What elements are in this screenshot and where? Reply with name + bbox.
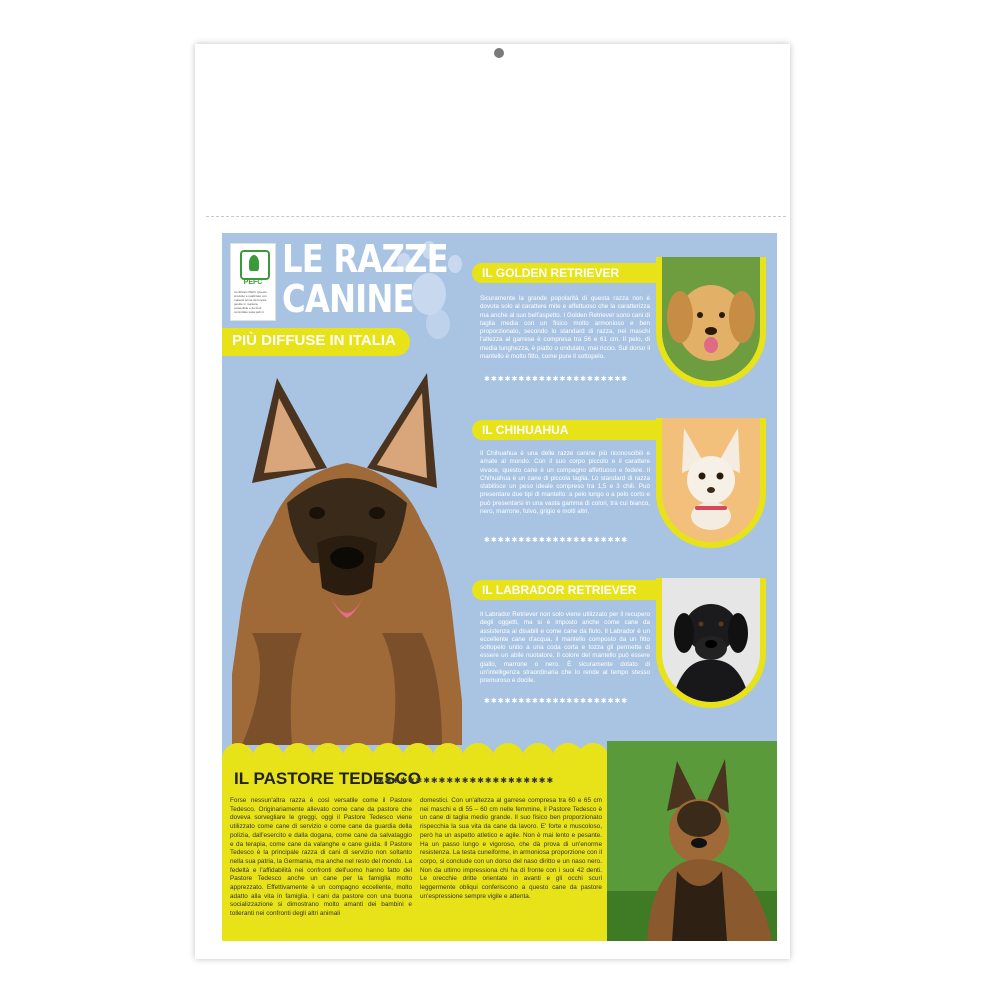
pefc-label <box>230 243 276 321</box>
pastore-text-col2: domestici. Con un'altezza al garrese compresa tra 60 e 65 cm nei maschi e di 55 – 60 cm nelle femmine, il Pastore Tedesco è un cane di taglia medio grande. Il suo fisico ben proporzionato rispecchia la sua vita da cane da lavoro. E' forte e muscoloso, però ha un aspetto atletico e agile. Non è mai lento e pesante. Ha un passo lungo e vigoroso, che dà prova di un'enorme resistenza. La testa cuneiforme, in armoniosa proporzione con il corpo, si conclude con un dorso del naso diritto e un naso nero. Non da ultimo impressiona chi ha di fronte con i suoi 42 denti. Le orecchie dritte orientate in avanti e gli occhi scuri leggermente obliqui conferiscono a questo cane da pastore un'espressione sempre vigile e attenta. <box>420 797 602 900</box>
title-line: LE RAZZE <box>282 237 448 281</box>
photo-frame-chihuahua <box>656 418 766 548</box>
section-text-chihuahua: Il Chihuahua è una delle razze canine più riconoscibili e amate al mondo. Con il suo corpo piccolo e il carattere vivace, questo cane è un compagno affettuoso e fedele. Il Chihuahua è un cane di piccola taglia. Lo standard di razza stabilisce un peso ideale compreso tra 1,5 e 3 chili. Può presentare due tipi di mantello: a pelo lungo o a pelo corto e può presentarsi in una vasta gamma di colori, tra cui bianco, nero, marrone, fulvo, grigio e molti altri. <box>480 450 650 516</box>
section-title: IL LABRADOR RETRIEVER <box>482 583 637 597</box>
section-text-labrador: Il Labrador Retriever non solo viene utilizzato per il recupero degli oggetti, ma si è imposto anche come cane da assistenza ai disabili e come cane da fiuto. Il Labrador è un eccellente cane d'acqua, il mantello composto da un fitto sottopelo unito a una coda corta e tozza gli permette di essere un abile nuotatore. Il colore del mantello può essere giallo, marrone o nero. È sicuramente dotato di un'intelligenza straordinaria che lo rende al tempo stesso premuroso e docile. <box>480 611 650 685</box>
pastore-title: IL PASTORE TEDESCO <box>234 769 422 788</box>
section-header-chihuahua <box>472 420 656 440</box>
german-shepherd-lying-photo <box>607 741 777 941</box>
tree-icon <box>240 250 270 280</box>
wave-scallop <box>577 743 609 775</box>
wave-scallop <box>522 743 554 775</box>
wave-scallop <box>432 743 464 775</box>
photo-frame-golden <box>656 257 766 387</box>
paw-divider: ✱✱✱✱✱✱✱✱✱✱✱✱✱✱✱✱✱✱✱✱✱ <box>484 537 629 544</box>
subtitle: PIÙ DIFFUSE IN ITALIA <box>232 332 396 349</box>
wave-scallop <box>492 743 524 775</box>
section-text-golden: Sicuramente la grande popolarità di questa razza non è dovuta solo al carattere mite e affettuoso che la caratterizza ma anche al suo bell'aspetto. I Golden Retriever sono cani di taglia media con un fisico molto armonioso e ben proporzionato, secondo lo standard di razza, nei maschi l'altezza al garrese è compresa tra 56 e 61 cm. Il pelo, di media lunghezza, è piatto o ondulato, mai riccio. Sul dorso il mantello è molto fitto, come pure il sottopelo. <box>480 295 650 361</box>
section-header-golden <box>472 263 656 283</box>
section-title: IL GOLDEN RETRIEVER <box>482 266 620 280</box>
hanging-hole <box>494 48 504 58</box>
pastore-text-col1: Forse nessun'altra razza è così versatile come il Pastore Tedesco. Originariamente allevato come cane da pastore che doveva sorvegliare le greggi, oggi il Pastore Tedesco viene utilizzato come cane di servizio e come cane da guardia della polizia, dall'esercito e dalla dogana, come cane da salvataggio e da terapia, come cane da valanghe e cane guida. Il Pastore Tedesco è la principale razza di cani di servizio non soltanto nella sua patria, la Germania, ma anche nel resto del mondo. La fedeltà e l'affidabilità nei confronti dell'uomo hanno fatto del Pastore Tedesco anche un cane per la famiglia molto apprezzato. Effettivamente è un compagno eccellente, molto adatto alla vita in famiglia. I cani da pastore con una buona socializzazione si dimostrano molto amanti dei bambini e tolleranti nei confronti degli altri animali <box>230 797 412 918</box>
paw-icon <box>448 255 462 273</box>
subtitle-bar <box>222 328 410 356</box>
paw-divider: ✱✱✱✱✱✱✱✱✱✱✱✱✱✱✱✱✱✱✱✱✱ <box>484 376 629 383</box>
german-shepherd-photo <box>232 373 462 745</box>
pefc-text: Certificato PEFC Questo prodotto è realizzato con materia prima da foreste gestite in maniera sostenibile e da fonti controllate www.pefc.it <box>234 290 267 314</box>
section-header-labrador <box>472 580 656 600</box>
title-line: CANINE <box>282 277 414 321</box>
paw-divider: ✱✱✱✱✱✱✱✱✱✱✱✱✱✱✱✱✱✱✱✱✱✱✱ <box>377 776 555 785</box>
perforation-line <box>206 216 786 217</box>
photo-frame-labrador <box>656 578 766 708</box>
pefc-brand: PEFC <box>243 279 263 286</box>
poster <box>222 233 777 941</box>
golden-retriever-photo <box>662 257 760 381</box>
page-title <box>282 239 448 319</box>
section-title: IL CHIHUAHUA <box>482 423 569 437</box>
labrador-photo <box>662 578 760 702</box>
paw-divider: ✱✱✱✱✱✱✱✱✱✱✱✱✱✱✱✱✱✱✱✱✱ <box>484 698 629 705</box>
wave-scallop <box>462 743 494 775</box>
chihuahua-photo <box>662 418 760 542</box>
